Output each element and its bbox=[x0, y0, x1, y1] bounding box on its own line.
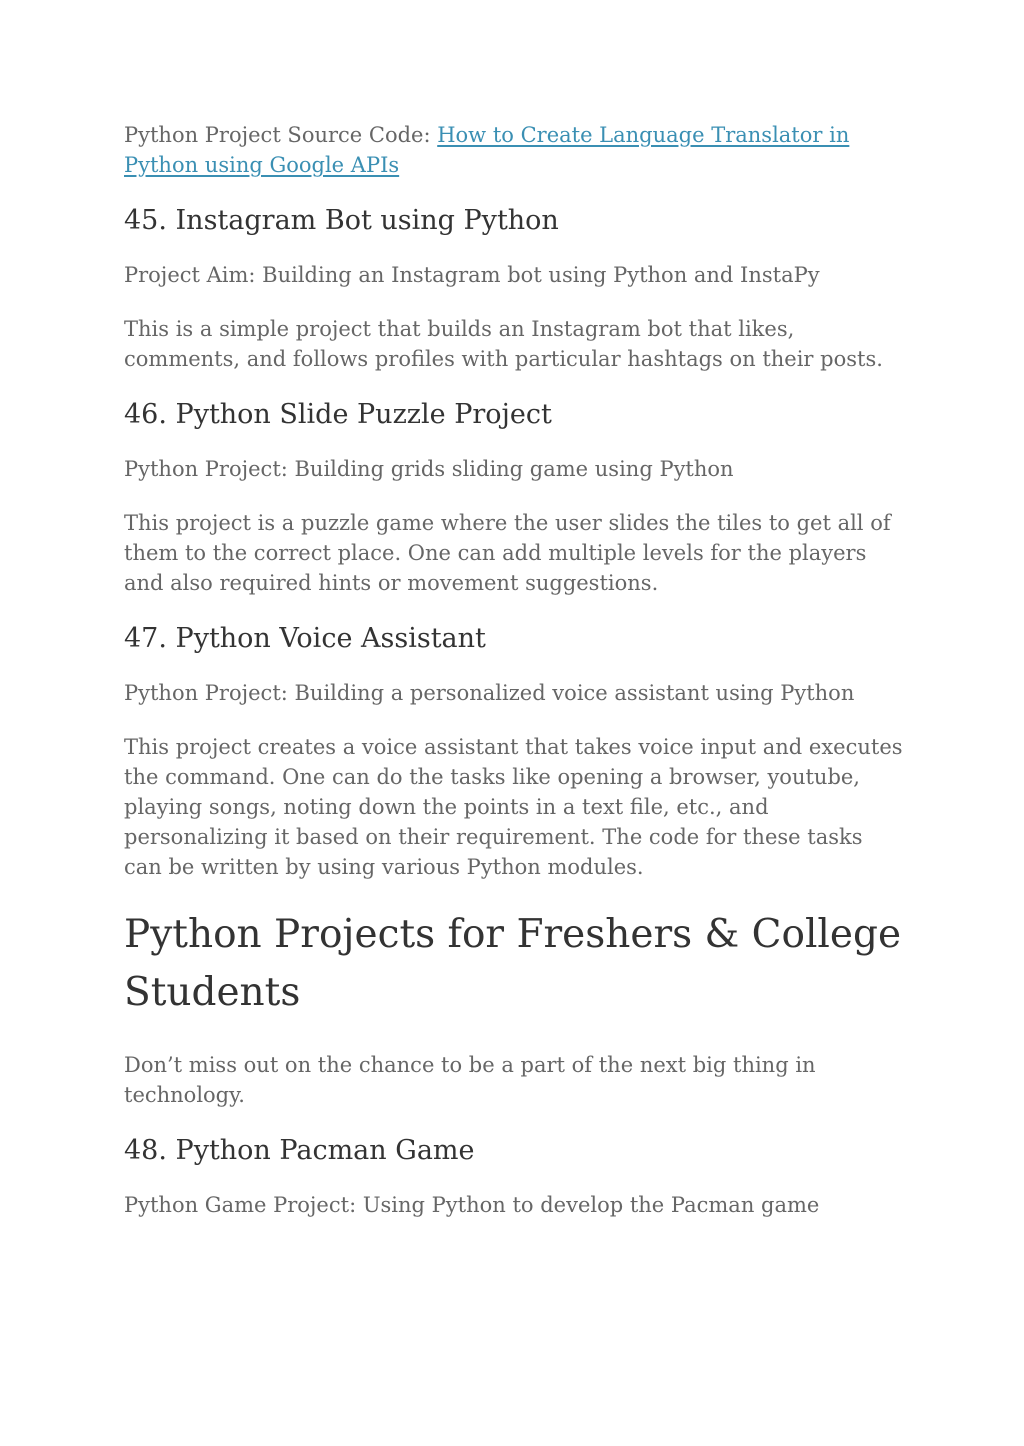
project-45-aim: Project Aim: Building an Instagram bot using Python and InstaPy bbox=[124, 263, 820, 287]
project-45-heading: 45. Instagram Bot using Python bbox=[124, 205, 559, 236]
section-intro: Don’t miss out on the chance to be a part of the next big thing in technology. bbox=[124, 1053, 816, 1107]
project-48-aim: Python Game Project: Using Python to develop the Pacman game bbox=[124, 1193, 820, 1217]
project-46-description: This project is a puzzle game where the user slides the tiles to get all of them to the correct place. One can add multiple levels for the players and also required hints or movement suggestions. bbox=[124, 511, 891, 595]
project-45-description: This is a simple project that builds an Instagram bot that likes, comments, and follows profiles with particular hashtags on their posts. bbox=[124, 317, 883, 371]
section-title: Python Projects for Freshers & College Students bbox=[124, 912, 902, 1015]
source-code-line bbox=[124, 120, 904, 180]
project-47-heading: 47. Python Voice Assistant bbox=[124, 623, 486, 654]
document-page bbox=[124, 120, 904, 1220]
source-code-label: Python Project Source Code: bbox=[124, 123, 438, 147]
project-47-description: This project creates a voice assistant that takes voice input and executes the command. One can do the tasks like opening a browser, youtube, playing songs, noting down the points in a text file, etc., and personalizing it based on their requirement. The code for these tasks can be written by using various Python modules. bbox=[124, 735, 903, 879]
project-46-aim: Python Project: Building grids sliding game using Python bbox=[124, 457, 734, 481]
translator-source-link[interactable]: How to Create Language Translator in Python using Google APIs bbox=[124, 123, 850, 177]
project-48-heading: 48. Python Pacman Game bbox=[124, 1135, 475, 1166]
project-46-heading: 46. Python Slide Puzzle Project bbox=[124, 399, 552, 430]
project-47-aim: Python Project: Building a personalized voice assistant using Python bbox=[124, 681, 855, 705]
